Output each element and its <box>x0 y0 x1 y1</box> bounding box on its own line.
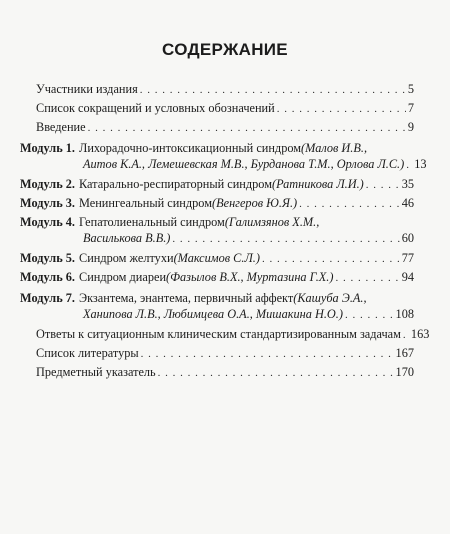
dot-leader <box>366 178 400 193</box>
page-number: 167 <box>395 346 414 360</box>
module-label: Модуль 5. <box>20 251 75 265</box>
toc-entry-line <box>83 231 414 247</box>
dot-leader <box>141 347 394 362</box>
toc-entry-line <box>20 215 319 230</box>
page-number: 170 <box>395 365 414 379</box>
module-label: Модуль 7. <box>20 291 75 305</box>
entry-authors: (Малов И.В., <box>301 141 368 155</box>
dot-leader <box>88 121 406 136</box>
toc-entry-line <box>20 291 367 306</box>
page-number: 108 <box>395 307 414 321</box>
entry-title: Синдром желтухи <box>79 251 174 265</box>
entry-title: Список сокращений и условных обозначений <box>36 101 275 115</box>
toc-entry-line <box>20 270 414 286</box>
dot-leader <box>406 158 412 173</box>
toc-entry-line <box>20 141 367 156</box>
dot-leader <box>335 271 399 286</box>
toc-entry-line <box>20 251 414 267</box>
entry-title: Экзантема, энантема, первичный аффект <box>79 291 294 305</box>
toc-entry-line <box>36 327 430 343</box>
page-number: 7 <box>407 101 414 115</box>
entry-authors: (Максимов С.Л.) <box>173 251 260 265</box>
page-number: 60 <box>401 231 414 245</box>
toc-entry-line <box>36 120 414 136</box>
entry-title: Синдром диареи <box>79 270 167 284</box>
page-number: 163 <box>410 327 430 341</box>
entry-title: Катарально-респираторный синдром <box>79 177 272 191</box>
toc-entry-line <box>20 196 414 212</box>
page-title: СОДЕРЖАНИЕ <box>162 40 288 59</box>
dot-leader <box>277 102 406 117</box>
entry-title: Участники издания <box>36 82 138 96</box>
dot-leader <box>262 252 400 267</box>
toc-entry-line <box>36 365 414 381</box>
dot-leader <box>172 232 399 247</box>
module-label: Модуль 1. <box>20 141 75 155</box>
entry-title: Предметный указатель <box>36 365 156 379</box>
module-label: Модуль 3. <box>20 196 75 210</box>
entry-title: Гепатолиенальный синдром <box>79 215 225 229</box>
dot-leader <box>403 328 409 343</box>
entry-title: Ответы к ситуационным клиническим стандартизированным задачам <box>36 327 401 341</box>
entry-authors: Аитов К.А., Лемешевская М.В., Бурданова Т.М., Орлова Л.С.) <box>83 157 405 171</box>
toc-entry-line <box>83 157 427 173</box>
entry-authors: Ханипова Л.В., Любимцева О.А., Мишакина Н.О.) <box>83 307 343 321</box>
dot-leader <box>140 83 406 98</box>
toc-entry-line <box>36 346 414 362</box>
page-number: 77 <box>401 251 414 265</box>
entry-authors: Василькова В.В.) <box>83 231 171 245</box>
entry-title: Введение <box>36 120 86 134</box>
page-number: 46 <box>401 196 414 210</box>
toc-entry-line <box>83 307 414 323</box>
entry-title: Список литературы <box>36 346 139 360</box>
entry-authors: (Кашуба Э.А., <box>293 291 367 305</box>
page-number: 94 <box>401 270 414 284</box>
page-number: 13 <box>414 157 427 171</box>
dot-leader <box>158 366 394 381</box>
entry-authors: (Фазылов В.Х., Муртазина Г.Х.) <box>166 270 334 284</box>
toc-entry-line <box>36 82 414 98</box>
page-number: 5 <box>407 82 414 96</box>
dot-leader <box>345 308 394 323</box>
module-label: Модуль 6. <box>20 270 75 284</box>
page-number: 9 <box>407 120 414 134</box>
module-label: Модуль 4. <box>20 215 75 229</box>
entry-authors: (Ратникова Л.И.) <box>272 177 364 191</box>
entry-authors: (Венгеров Ю.Я.) <box>212 196 298 210</box>
module-label: Модуль 2. <box>20 177 75 191</box>
dot-leader <box>299 197 400 212</box>
page-number: 35 <box>401 177 414 191</box>
toc-entry-line <box>36 101 414 117</box>
entry-authors: (Галимзянов Х.М., <box>224 215 320 229</box>
entry-title: Лихорадочно-интоксикационный синдром <box>79 141 302 155</box>
toc-entry-line <box>20 177 414 193</box>
entry-title: Менингеальный синдром <box>79 196 212 210</box>
